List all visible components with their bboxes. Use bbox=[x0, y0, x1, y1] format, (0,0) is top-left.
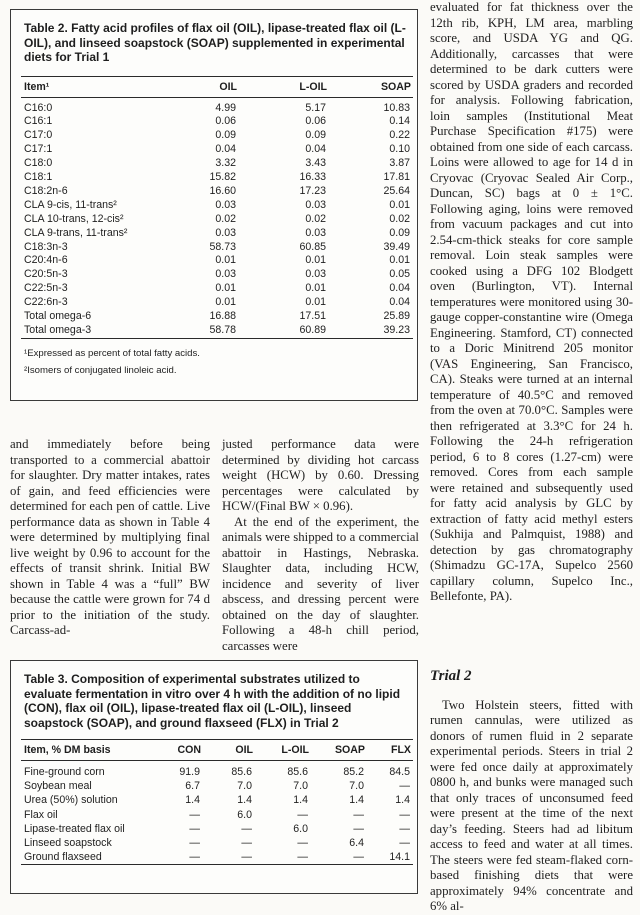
trial-2-section bbox=[430, 669, 633, 915]
bottom-middle-column-text bbox=[222, 437, 419, 654]
table3-cell: 84.5 bbox=[389, 766, 410, 778]
table2-cell: 0.09 bbox=[389, 226, 410, 239]
table3-cell: — bbox=[353, 808, 364, 821]
table3-cell: 1.4 bbox=[395, 794, 410, 807]
table2-cell: 16.33 bbox=[299, 171, 326, 184]
table-3-header-row bbox=[21, 740, 413, 761]
table2-row-label: C18:1 bbox=[24, 171, 53, 184]
table2-cell: 0.01 bbox=[389, 198, 410, 211]
table2-col-header: L-OIL bbox=[299, 80, 327, 93]
table2-row bbox=[21, 171, 413, 185]
table2-cell: 0.01 bbox=[215, 296, 236, 309]
table2-cell: 10.83 bbox=[383, 101, 410, 114]
table2-row bbox=[21, 268, 413, 282]
bottom-middle-paragraph-1: justed performance data were determined by dividing hot carcass weight (HCW) by 0.60. Dressing percentages were calculated by HCW/(Final BW × 0.96). bbox=[222, 437, 419, 513]
table3-col-header: Item, % DM basis bbox=[24, 744, 111, 756]
table2-row bbox=[21, 324, 413, 338]
table3-cell: 6.4 bbox=[349, 837, 364, 850]
table2-cell: 3.32 bbox=[215, 157, 236, 170]
table3-col-header: OIL bbox=[235, 744, 253, 756]
table2-cell: 58.73 bbox=[209, 240, 236, 253]
table3-row bbox=[21, 836, 413, 850]
table2-cell: 60.85 bbox=[299, 240, 326, 253]
table2-row bbox=[21, 143, 413, 157]
right-column-text bbox=[430, 0, 633, 605]
table2-cell: 25.64 bbox=[383, 184, 410, 197]
table-2 bbox=[21, 76, 413, 339]
table3-row-label: Flax oil bbox=[24, 808, 58, 821]
table3-col-header: CON bbox=[177, 744, 201, 756]
table2-row-label: C20:5n-3 bbox=[24, 268, 68, 281]
table3-row bbox=[21, 850, 413, 865]
table3-cell: 1.4 bbox=[349, 794, 364, 807]
table3-cell: — bbox=[399, 808, 410, 821]
table2-cell: 0.05 bbox=[389, 268, 410, 281]
table2-cell: 0.01 bbox=[389, 254, 410, 267]
table2-row bbox=[21, 241, 413, 255]
table3-cell: 7.0 bbox=[237, 780, 252, 793]
table2-cell: 58.78 bbox=[177, 324, 239, 338]
table2-row-label: C20:4n-6 bbox=[24, 254, 68, 267]
table2-row bbox=[21, 296, 413, 310]
table2-cell: 0.09 bbox=[305, 129, 326, 142]
table2-cell: 0.03 bbox=[215, 268, 236, 281]
table3-cell: — bbox=[297, 837, 308, 850]
table3-cell: — bbox=[255, 850, 311, 865]
table2-cell: 0.01 bbox=[305, 296, 326, 309]
table3-cell: 85.6 bbox=[287, 766, 308, 778]
table3-cell: — bbox=[153, 850, 203, 865]
table3-cell: — bbox=[399, 780, 410, 793]
table2-cell: 0.03 bbox=[305, 268, 326, 281]
table2-row-label: C16:1 bbox=[24, 115, 53, 128]
table3-row-label: Linseed soapstock bbox=[24, 837, 112, 850]
table3-row bbox=[21, 808, 413, 822]
table3-cell: 1.4 bbox=[293, 794, 308, 807]
table2-cell: 0.04 bbox=[305, 143, 326, 156]
table3-cell: 6.0 bbox=[237, 808, 252, 821]
table2-cell: 0.14 bbox=[389, 115, 410, 128]
table-2-footnotes bbox=[11, 339, 417, 379]
table3-row-label: Fine-ground corn bbox=[24, 766, 105, 778]
table2-cell: 0.03 bbox=[215, 198, 236, 211]
table3-cell: — bbox=[399, 822, 410, 835]
table2-cell: 17.81 bbox=[383, 171, 410, 184]
table3-row bbox=[21, 793, 413, 807]
table3-cell: — bbox=[189, 837, 200, 850]
table2-cell: 16.88 bbox=[209, 310, 236, 323]
table2-row-label: C17:1 bbox=[24, 143, 53, 156]
table2-cell: 3.43 bbox=[305, 157, 326, 170]
table2-row-label: Total omega-6 bbox=[24, 310, 92, 323]
table3-cell: — bbox=[353, 822, 364, 835]
table2-cell: 25.89 bbox=[383, 310, 410, 323]
table2-row-label: C17:0 bbox=[24, 129, 53, 142]
trial-2-paragraph: Two Holstein steers, fitted with rumen cannulas, were utilized as donors of rumen fluid in 2 separate experimental periods. Steers in trial 2 were fed once daily at approximately 0800 h, and bunks were managed such that only traces of unconsumed feed were present at the time of the next day’s feeding. Steers had ad libitum access to feed and water at all times. The steers were fed steam-flaked corn-based finishing diets that were approximately 94% concentrate and 6% al- bbox=[430, 697, 633, 913]
table3-row-label: Urea (50%) solution bbox=[24, 794, 118, 807]
table-2-footnote-1: ¹Expressed as percent of total fatty acids. bbox=[24, 347, 200, 359]
table3-col-header: L-OIL bbox=[281, 744, 309, 756]
table2-cell: 17.51 bbox=[299, 310, 326, 323]
table3-cell: 85.2 bbox=[343, 766, 364, 778]
table3-row-label: Ground flaxseed bbox=[21, 850, 153, 865]
table2-cell: 17.23 bbox=[299, 184, 326, 197]
table-3-caption: Table 3. Composition of experimental substrates utilized to evaluate fermentation in vitro over 4 h with the addition of no lipid (CON), flax oil (OIL), lipase-treated flax oil (L-OIL), linseed soapstock (SOAP), and ground flaxseed (FLX) in Trial 2 bbox=[24, 672, 401, 730]
table2-cell: 0.04 bbox=[215, 143, 236, 156]
table2-cell: 0.01 bbox=[215, 282, 236, 295]
table2-cell: 0.02 bbox=[389, 212, 410, 225]
table3-row bbox=[21, 822, 413, 836]
table3-cell: 7.0 bbox=[349, 780, 364, 793]
table2-cell: 16.60 bbox=[209, 184, 236, 197]
table2-row-label: C18:2n-6 bbox=[24, 184, 68, 197]
table2-row bbox=[21, 254, 413, 268]
table2-row-label: CLA 10-trans, 12-cis² bbox=[24, 212, 124, 225]
table2-cell: 0.01 bbox=[305, 282, 326, 295]
table-2-footnote-2: ²Isomers of conjugated linoleic acid. bbox=[24, 364, 177, 376]
table3-cell: — bbox=[189, 808, 200, 821]
table2-cell: 0.03 bbox=[215, 226, 236, 239]
table3-cell: 1.4 bbox=[185, 794, 200, 807]
table3-cell: 91.9 bbox=[179, 766, 200, 778]
table3-row bbox=[21, 761, 413, 780]
table2-cell: 60.89 bbox=[239, 324, 329, 338]
table2-cell: 39.49 bbox=[383, 240, 410, 253]
table3-cell: — bbox=[399, 837, 410, 850]
table2-cell: 0.04 bbox=[389, 282, 410, 295]
table2-cell: 0.22 bbox=[389, 129, 410, 142]
trial-2-heading: Trial 2 bbox=[430, 668, 472, 684]
table2-row bbox=[21, 129, 413, 143]
table2-cell: 0.01 bbox=[305, 254, 326, 267]
table2-cell: 0.02 bbox=[305, 212, 326, 225]
bottom-left-paragraph: and immediately before being transported to a commercial abattoir for slaughter. Dry matter intakes, rates of gain, and feed efficiencies were determined for each pen of cattle. Live performance data as shown in Table 4 were determined by multiplying final live weight by 0.96 to account for the effects of transit shrink. Initial BW shown in Table 4 was a “full” BW because the cattle were grown for 74 d prior to the initiation of the study. Carcass-ad- bbox=[10, 437, 210, 637]
table2-row bbox=[21, 97, 413, 115]
table3-cell: — bbox=[189, 822, 200, 835]
right-column-paragraph: evaluated for fat thickness over the 12th rib, KPH, LM area, marbling score, and USDA YG and QG. Additionally, carcasses that were determined to be dark cutters were scored by USDA graders and recorded for analysis. Following fabrication, loin samples (Institutional Meat Purchase Specification #175) were obtained from one side of each carcass. Loins were allowed to age for 14 d in Cryovac (Cryovac Sealed Air Corp., Duncan, SC) bags at 0 ± 1°C. Following aging, loins were removed from vacuum packages and cut into 2.54-cm-thick steaks for core sample removal. Loin steak samples were cooked using a DFG 102 Blodgett oven (Burlington, VT). Internal temperatures were monitored using 30-gauge copper-constantine wire (Omega Engineering. Stamford, CT) connected to a Doric Minitrend 205 monitor (VAS Engineering, San Francisco, CA). Steaks were turned at an internal temperature of 40.5°C and removed from the oven at 70.0°C. Samples were then refrigerated at 3.3°C for 24 h. Following the 24-h refrigeration period, 6 to 8 cores (1.27-cm) were removed. Cores from each sample were retained and subsequently used for fatty acid analysis by GLC by extraction of fatty acid methyl esters (Sukhija and Palmquist, 1988) and detection by gas chromatography (Shimadzu GC-17A, Supelco 2560 capillary column, Supelco Inc., Bellefonte, PA). bbox=[430, 0, 633, 603]
table2-row-label: C18:3n-3 bbox=[24, 240, 68, 253]
table2-row-label: C22:5n-3 bbox=[24, 282, 68, 295]
table2-row-label: C16:0 bbox=[24, 101, 53, 114]
table2-row bbox=[21, 185, 413, 199]
table2-row bbox=[21, 199, 413, 213]
table2-row-label: C18:0 bbox=[24, 157, 53, 170]
table3-cell: — bbox=[241, 837, 252, 850]
table3-row-label: Lipase-treated flax oil bbox=[24, 822, 125, 835]
table2-cell: 0.10 bbox=[389, 143, 410, 156]
table-2-box bbox=[10, 9, 418, 401]
table2-row bbox=[21, 213, 413, 227]
table2-row bbox=[21, 227, 413, 241]
table2-cell: 4.99 bbox=[215, 101, 236, 114]
table3-cell: — bbox=[203, 850, 255, 865]
table2-row bbox=[21, 115, 413, 129]
table2-cell: 0.01 bbox=[215, 254, 236, 267]
table3-cell: 6.0 bbox=[293, 822, 308, 835]
table2-cell: 15.82 bbox=[209, 171, 236, 184]
table3-cell: — bbox=[297, 808, 308, 821]
table3-cell: 1.4 bbox=[237, 794, 252, 807]
table2-cell: 0.03 bbox=[305, 198, 326, 211]
table2-row bbox=[21, 157, 413, 171]
table3-cell: 85.6 bbox=[231, 766, 252, 778]
table2-row bbox=[21, 310, 413, 324]
bottom-middle-paragraph-2: At the end of the experiment, the animals were shipped to a commercial abattoir in Hastings, Nebraska. Slaughter data, including HCW, incidence and severity of liver abscess, and dressing percent were obtained on the day of slaughter. Following a 48-h chill period, carcasses were bbox=[222, 514, 419, 653]
table3-col-header: SOAP bbox=[334, 744, 365, 756]
table2-cell: 0.06 bbox=[305, 115, 326, 128]
table2-cell: 0.03 bbox=[305, 226, 326, 239]
table3-row bbox=[21, 779, 413, 793]
table2-row-label: C22:6n-3 bbox=[24, 296, 68, 309]
table2-cell: 0.09 bbox=[215, 129, 236, 142]
bottom-left-column-text bbox=[10, 437, 210, 639]
table2-cell: 0.02 bbox=[215, 212, 236, 225]
table-3 bbox=[21, 739, 413, 865]
table2-cell: 5.17 bbox=[305, 101, 326, 114]
table2-col-header: Item¹ bbox=[24, 80, 50, 93]
table2-col-header: SOAP bbox=[380, 80, 411, 93]
table2-col-header: OIL bbox=[219, 80, 237, 93]
table3-cell: 7.0 bbox=[293, 780, 308, 793]
table2-row-label: CLA 9-cis, 11-trans² bbox=[24, 198, 117, 211]
table3-col-header: FLX bbox=[390, 744, 411, 756]
table-2-caption: Table 2. Fatty acid profiles of flax oil (OIL), lipase-treated flax oil (L-OIL), and linseed soapstock (SOAP) supplemented in experimental diets for Trial 1 bbox=[24, 21, 406, 64]
table2-cell: 3.87 bbox=[389, 157, 410, 170]
table-2-header-row bbox=[21, 76, 413, 97]
table3-cell: 14.1 bbox=[367, 850, 413, 865]
table2-cell: 0.06 bbox=[215, 115, 236, 128]
table2-cell: 0.04 bbox=[389, 296, 410, 309]
table3-cell: 6.7 bbox=[185, 780, 200, 793]
table2-cell: 39.23 bbox=[329, 324, 413, 338]
table2-row-label: CLA 9-trans, 11-trans² bbox=[24, 226, 128, 239]
table3-row-label: Soybean meal bbox=[24, 780, 92, 793]
table3-cell: — bbox=[241, 822, 252, 835]
table2-row bbox=[21, 282, 413, 296]
table-3-box bbox=[10, 660, 418, 894]
table3-cell: — bbox=[311, 850, 367, 865]
table2-row-label: Total omega-3 bbox=[21, 324, 177, 338]
